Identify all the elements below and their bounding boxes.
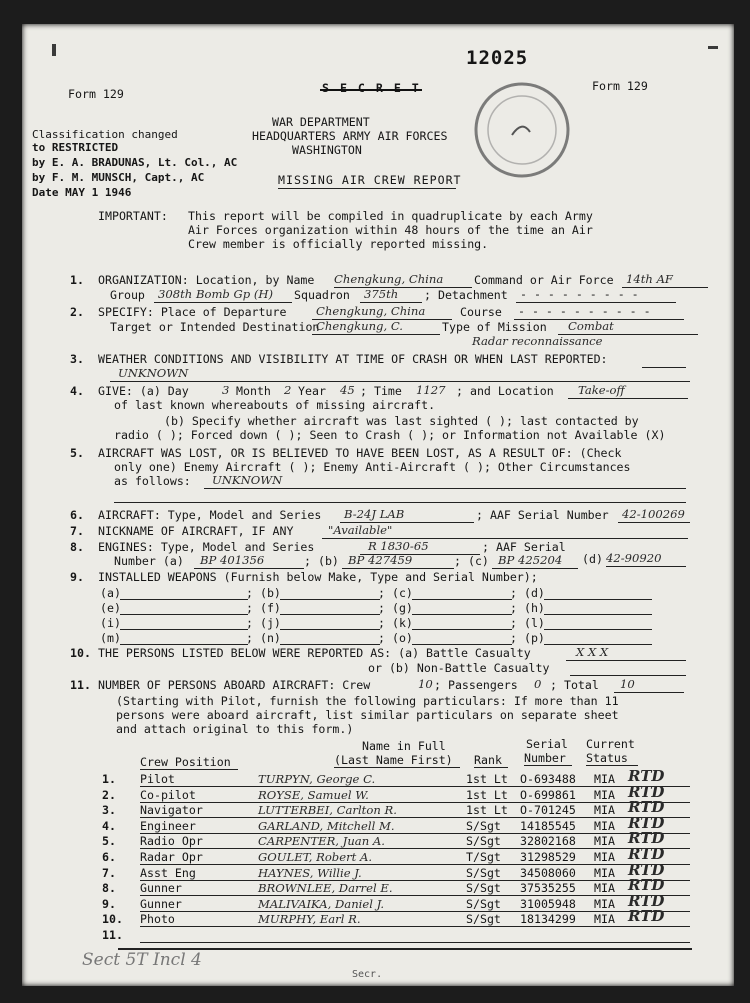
q1-location-value: Chengkung, China [334, 272, 444, 286]
classification-strikeout [320, 89, 422, 91]
crew-status-note: RTD [628, 845, 665, 863]
crew-header-status-top: Current [586, 737, 635, 751]
q11-total-label: ; Total [550, 678, 599, 692]
paper-speck [52, 44, 56, 56]
document-page [22, 24, 734, 986]
crew-header-status-line [586, 765, 638, 766]
crew-serial: O-701245 [520, 803, 576, 817]
q1-group-label: Group [110, 288, 145, 302]
crew-status: MIA [594, 803, 615, 817]
reclass-line-2: to RESTRICTED [32, 141, 119, 154]
weapon-slot-label: (e) [100, 601, 121, 615]
q8-number: 8. [70, 540, 84, 554]
weapon-slot-line [120, 614, 248, 615]
important-line-3: Crew member is officially reported missing. [188, 237, 489, 251]
crew-row-number: 7. [102, 866, 116, 880]
q3-end-line [642, 367, 686, 368]
q1-group-line [154, 302, 292, 303]
q6-serial-line [618, 522, 690, 523]
q1-detachment-value: - - - - - - - - - [520, 287, 639, 301]
q1-label: ORGANIZATION: Location, by Name [98, 273, 315, 287]
crew-status: MIA [594, 772, 615, 786]
weapon-slot-label: ; (p) [510, 631, 545, 645]
crew-row-line [140, 786, 690, 787]
q1-airforce-value: 14th AF [626, 272, 673, 286]
q2-destination-value: Chengkung, C. [316, 319, 403, 333]
crew-rank: S/Sgt [466, 897, 501, 911]
crew-serial: 32802168 [520, 834, 576, 848]
war-department: WAR DEPARTMENT [272, 115, 370, 129]
crew-row-number: 4. [102, 819, 116, 833]
q4-sighted: (b) Specify whether aircraft was last sighted ( ); last contacted by [164, 414, 639, 428]
q4-label: GIVE: (a) Day [98, 384, 189, 398]
crew-name: ROYSE, Samuel W. [258, 788, 369, 802]
q10-number: 10. [70, 646, 91, 660]
weapon-slot-line [544, 614, 652, 615]
q8-engine-a: BP 401356 [200, 553, 265, 567]
crew-row-number: 11. [102, 928, 123, 942]
q4-location-value: Take-off [578, 383, 625, 397]
q8-serial-label: ; AAF Serial [482, 540, 566, 554]
weapon-slot-label: ; (n) [246, 631, 281, 645]
q3-weather-value: UNKNOWN [118, 366, 189, 380]
crew-name: CARPENTER, Juan A. [258, 834, 385, 848]
weapon-slot-line [280, 599, 380, 600]
q8-label: ENGINES: Type, Model and Series [98, 540, 315, 554]
weapon-slot-label: (a) [100, 586, 121, 600]
q10-nonbattle-label: or (b) Non-Battle Casualty [368, 661, 550, 675]
q2-label: SPECIFY: Place of Departure [98, 305, 287, 319]
classification-stamp: S E C R E T [322, 81, 421, 95]
q1-detachment-line [516, 302, 676, 303]
crew-position: Pilot [140, 772, 175, 786]
crew-position: Photo [140, 912, 175, 926]
q10-nonbattle-line [570, 675, 686, 676]
q3-label: WEATHER CONDITIONS AND VISIBILITY AT TIME OF CRASH OR WHEN LAST REPORTED: [98, 352, 608, 366]
weapon-slot-label: ; (j) [246, 616, 281, 630]
crew-status: MIA [594, 819, 615, 833]
crew-header-rank-line [474, 767, 508, 768]
q11-passengers-value: 0 [534, 677, 542, 691]
crew-rank: S/Sgt [466, 912, 501, 926]
crew-header-position-line [140, 769, 238, 770]
crew-status: MIA [594, 850, 615, 864]
crew-header-position: Crew Position [140, 755, 231, 769]
q5-line-extra [114, 502, 686, 503]
crew-status-note: RTD [628, 767, 665, 785]
title-underline [278, 188, 456, 189]
crew-name: MURPHY, Earl R. [258, 912, 361, 926]
q8-c-label: ; (c) [454, 554, 489, 568]
crew-status-note: RTD [628, 829, 665, 847]
weapon-slot-line [120, 644, 248, 645]
q3-weather-line [110, 381, 690, 382]
weapon-slot-line [544, 599, 652, 600]
crew-status: MIA [594, 881, 615, 895]
crew-status: MIA [594, 897, 615, 911]
crew-rank: 1st Lt [466, 772, 508, 786]
q8-engine-b: BP 427459 [348, 553, 413, 567]
q4-year-label: Year [298, 384, 326, 398]
crew-position: Gunner [140, 897, 182, 911]
q5-line-2: only one) Enemy Aircraft ( ); Enemy Anti-Aircraft ( ); Other Circumstances [114, 460, 631, 474]
crew-row-line [140, 926, 690, 927]
crew-rank: S/Sgt [466, 881, 501, 895]
q6-serial-label: ; AAF Serial Number [476, 508, 609, 522]
q9-label: INSTALLED WEAPONS (Furnish below Make, Type and Serial Number); [98, 570, 538, 584]
q1-squadron-label: Squadron [294, 288, 350, 302]
weapon-slot-label: ; (o) [378, 631, 413, 645]
crew-name: GOULET, Robert A. [258, 850, 373, 864]
reclass-line-4: by F. M. MUNSCH, Capt., AC [32, 171, 205, 184]
footer-mark: Secr. [352, 969, 383, 980]
report-number: 12025 [466, 47, 529, 69]
q1-detachment-label: ; Detachment [424, 288, 508, 302]
crew-status-note: RTD [628, 798, 665, 816]
crew-header-name-top: Name in Full [362, 739, 446, 753]
weapon-slot-line [120, 599, 248, 600]
weapon-slot-line [280, 644, 380, 645]
footer-handwriting: Sect 5T Incl 4 [82, 950, 202, 970]
crew-rank: 1st Lt [466, 803, 508, 817]
q5-label: AIRCRAFT WAS LOST, OR IS BELIEVED TO HAVE BEEN LOST, AS A RESULT OF: (Check [98, 446, 622, 460]
crew-position: Co-pilot [140, 788, 196, 802]
city-line: WASHINGTON [292, 143, 362, 157]
crew-status-note: RTD [628, 814, 665, 832]
q8-engine-c-line [492, 568, 578, 569]
crew-position: Asst Eng [140, 866, 196, 880]
q4-time-label: ; Time [360, 384, 402, 398]
weapon-slot-label: ; (k) [378, 616, 413, 630]
q2-destination-line [312, 334, 440, 335]
crew-status: MIA [594, 788, 615, 802]
crew-header-serial-line [524, 765, 572, 766]
weapon-slot-label: ; (c) [378, 586, 413, 600]
crew-name: GARLAND, Mitchell M. [258, 819, 395, 833]
crew-status-note: RTD [628, 783, 665, 801]
crew-row-number: 6. [102, 850, 116, 864]
q5-number: 5. [70, 446, 84, 460]
crew-status: MIA [594, 866, 615, 880]
q11-label: NUMBER OF PERSONS ABOARD AIRCRAFT: Crew [98, 678, 371, 692]
crew-row-number: 3. [102, 803, 116, 817]
crew-serial: O-693488 [520, 772, 576, 786]
crew-rank: T/Sgt [466, 850, 501, 864]
weapon-slot-label: ; (g) [378, 601, 413, 615]
crew-position: Gunner [140, 881, 182, 895]
crew-status-note: RTD [628, 876, 665, 894]
q5-value: UNKNOWN [212, 473, 283, 487]
crew-row-line [140, 864, 690, 865]
q11-crew-value: 10 [418, 677, 433, 691]
weapon-slot-label: (m) [100, 631, 121, 645]
q8-engine-d: 42-90920 [606, 551, 662, 565]
crew-row-number: 9. [102, 897, 116, 911]
q6-model-value: B-24J LAB [344, 507, 405, 521]
crew-row-number: 5. [102, 834, 116, 848]
crew-header-serial-bottom: Number [524, 751, 566, 765]
form-number-left: Form 129 [68, 87, 124, 101]
crew-status: MIA [594, 834, 615, 848]
crew-row-number: 2. [102, 788, 116, 802]
weapon-slot-line [280, 614, 380, 615]
q11-number: 11. [70, 678, 91, 692]
q2-mission-value: Combat [568, 319, 614, 333]
q4-location-line [568, 398, 688, 399]
q4-location-label: ; and Location [456, 384, 554, 398]
important-label: IMPORTANT: [98, 209, 168, 223]
crew-serial: 14185545 [520, 819, 576, 833]
q7-nickname-value: "Available" [328, 523, 393, 537]
q6-serial-value: 42-100269 [622, 507, 685, 521]
weapon-slot-line [280, 629, 380, 630]
crew-table-bottom-rule [118, 948, 692, 950]
q4-number: 4. [70, 384, 84, 398]
q11-total-value: 10 [620, 677, 635, 691]
q8-number-label: Number (a) [114, 554, 184, 568]
q1-group-value: 308th Bomb Gp (H) [158, 287, 274, 301]
weapon-slot-label: ; (f) [246, 601, 281, 615]
paper-speck [708, 46, 718, 49]
q8-engine-b-line [342, 568, 454, 569]
weapon-slot-line [412, 644, 512, 645]
q7-number: 7. [70, 524, 84, 538]
crew-rank: S/Sgt [466, 819, 501, 833]
weapon-slot-line [412, 599, 512, 600]
crew-rank: S/Sgt [466, 866, 501, 880]
q11-instr-3: and attach original to this form.) [116, 722, 354, 736]
weapon-slot-label: ; (h) [510, 601, 545, 615]
q7-label: NICKNAME OF AIRCRAFT, IF ANY [98, 524, 294, 538]
q2-course-value: - - - - - - - - - - [518, 304, 651, 318]
q4-month-label: Month [236, 384, 271, 398]
crew-name: HAYNES, Willie J. [258, 866, 362, 880]
q5-line [204, 488, 686, 489]
weapon-slot-line [412, 614, 512, 615]
crew-header-name-line [334, 767, 460, 768]
crew-position: Navigator [140, 803, 203, 817]
weapon-slot-line [412, 629, 512, 630]
q11-passengers-label: ; Passengers [434, 678, 518, 692]
q1-command-label: Command or Air Force [474, 273, 614, 287]
q8-model-value: R 1830-65 [368, 539, 429, 553]
q2-destination-label: Target or Intended Destination [110, 320, 320, 334]
page-title: MISSING AIR CREW REPORT [278, 173, 462, 187]
crew-row-number: 10. [102, 912, 123, 926]
crew-name: BROWNLEE, Darrel E. [258, 881, 393, 895]
crew-row-number: 8. [102, 881, 116, 895]
crew-position: Radar Opr [140, 850, 203, 864]
crew-row-line [140, 895, 690, 896]
postmark-stamp-icon [472, 80, 572, 180]
q2-mission-value-2: Radar reconnaissance [472, 334, 603, 348]
crew-status-note: RTD [628, 907, 665, 925]
crew-rank: 1st Lt [466, 788, 508, 802]
crew-row-line [140, 942, 690, 943]
crew-rank: S/Sgt [466, 834, 501, 848]
crew-header-serial-top: Serial [526, 737, 568, 751]
reclass-line-3: by E. A. BRADUNAS, Lt. Col., AC [32, 156, 238, 169]
q11-instr-2: persons were aboard aircraft, list similar particulars on separate sheet [116, 708, 619, 722]
q5-line-3: as follows: [114, 474, 191, 488]
form-number-right: Form 129 [592, 79, 648, 93]
q10-battle-value: X X X [576, 645, 609, 659]
crew-serial: O-699861 [520, 788, 576, 802]
crew-status-note: RTD [628, 892, 665, 910]
crew-serial: 34508060 [520, 866, 576, 880]
q6-label: AIRCRAFT: Type, Model and Series [98, 508, 322, 522]
q4-time-value: 1127 [416, 383, 446, 397]
q2-number: 2. [70, 305, 84, 319]
crew-name: LUTTERBEI, Carlton R. [258, 803, 397, 817]
weapon-slot-label: (i) [100, 616, 121, 630]
q8-engine-c: BP 425204 [498, 553, 563, 567]
q4-month-value: 2 [284, 383, 292, 397]
q4-year-value: 45 [340, 383, 355, 397]
crew-serial: 37535255 [520, 881, 576, 895]
crew-row-number: 1. [102, 772, 116, 786]
q4-whereabouts: of last known whereabouts of missing aircraft. [114, 398, 436, 412]
q2-mission-label: Type of Mission [442, 320, 547, 334]
important-line-1: This report will be compiled in quadruplicate by each Army [188, 209, 593, 223]
crew-name: TURPYN, George C. [258, 772, 376, 786]
crew-header-name-bottom: (Last Name First) [334, 753, 453, 767]
q8-engine-d-line [606, 566, 686, 567]
weapon-slot-line [120, 629, 248, 630]
q10-label: THE PERSONS LISTED BELOW WERE REPORTED AS: (a) Battle Casualty [98, 646, 531, 660]
q4-day-value: 3 [222, 383, 230, 397]
weapon-slot-label: ; (d) [510, 586, 545, 600]
hq-line: HEADQUARTERS ARMY AIR FORCES [252, 129, 448, 143]
q1-squadron-value: 375th [364, 287, 399, 301]
crew-status-note: RTD [628, 861, 665, 879]
crew-serial: 18134299 [520, 912, 576, 926]
crew-header-status-bottom: Status [586, 751, 628, 765]
reclass-line-1: Classification changed [32, 128, 178, 141]
q2-course-label: Course [460, 305, 502, 319]
crew-name: MALIVAIKA, Daniel J. [258, 897, 385, 911]
weapon-slot-label: ; (b) [246, 586, 281, 600]
q11-total-line [614, 692, 684, 693]
crew-serial: 31298529 [520, 850, 576, 864]
crew-position: Engineer [140, 819, 196, 833]
reclass-line-5: Date MAY 1 1946 [32, 186, 132, 199]
crew-status: MIA [594, 912, 615, 926]
q9-number: 9. [70, 570, 84, 584]
q10-battle-line [566, 660, 686, 661]
weapon-slot-label: ; (l) [510, 616, 545, 630]
important-line-2: Air Forces organization within 48 hours of the time an Air [188, 223, 593, 237]
q1-number: 1. [70, 273, 84, 287]
q1-squadron-line [360, 302, 422, 303]
q11-instr-1: (Starting with Pilot, furnish the following particulars: If more than 11 [116, 694, 619, 708]
q6-number: 6. [70, 508, 84, 522]
q4-contact: radio ( ); Forced down ( ); Seen to Crash ( ); or Information not Available (X) [114, 428, 666, 442]
crew-row-line [140, 848, 690, 849]
crew-row-line [140, 817, 690, 818]
q8-engine-a-line [194, 568, 304, 569]
q3-number: 3. [70, 352, 84, 366]
q8-b-label: ; (b) [304, 554, 339, 568]
q8-d-label: (d) [582, 552, 603, 566]
q2-departure-value: Chengkung, China [316, 304, 426, 318]
crew-position: Radio Opr [140, 834, 203, 848]
crew-serial: 31005948 [520, 897, 576, 911]
crew-header-rank: Rank [474, 753, 502, 767]
weapon-slot-line [544, 629, 652, 630]
